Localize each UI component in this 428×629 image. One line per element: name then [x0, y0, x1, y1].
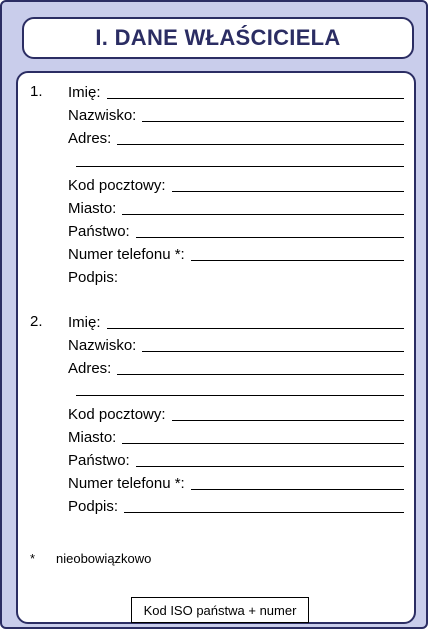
- surname-field[interactable]: [68, 102, 404, 125]
- address-field[interactable]: [68, 125, 404, 148]
- address-line[interactable]: [117, 144, 404, 145]
- first-name-label: Imię:: [68, 84, 101, 101]
- city-line[interactable]: [122, 443, 404, 444]
- footnote-marker: *: [30, 551, 36, 566]
- phone-label: Numer telefonu *:: [68, 246, 185, 263]
- address-continuation-line[interactable]: [76, 166, 404, 167]
- country-line[interactable]: [136, 237, 404, 238]
- iso-code-label: Kod ISO państwa + numer: [143, 602, 297, 618]
- postal-code-line[interactable]: [172, 191, 404, 192]
- owner-number: 2.: [30, 313, 43, 330]
- postal-code-field[interactable]: [68, 172, 404, 195]
- country-field[interactable]: [68, 447, 404, 470]
- postal-code-field[interactable]: [68, 401, 404, 424]
- first-name-field[interactable]: [68, 309, 404, 332]
- address-continuation-line[interactable]: [76, 395, 404, 396]
- iso-code-box: [131, 597, 309, 623]
- country-line[interactable]: [136, 466, 404, 467]
- surname-field[interactable]: [68, 332, 404, 355]
- footnote-text: nieobowiązkowo: [56, 551, 152, 566]
- address-line[interactable]: [117, 374, 404, 375]
- phone-field[interactable]: [68, 470, 404, 493]
- footnote: [30, 551, 151, 566]
- first-name-label: Imię:: [68, 314, 101, 331]
- phone-label: Numer telefonu *:: [68, 475, 185, 492]
- country-label: Państwo:: [68, 452, 130, 469]
- signature-line[interactable]: [124, 512, 404, 513]
- first-name-line[interactable]: [107, 98, 404, 99]
- first-name-field[interactable]: [68, 79, 404, 102]
- postal-code-line[interactable]: [172, 420, 404, 421]
- address-label: Adres:: [68, 130, 112, 147]
- surname-line[interactable]: [142, 121, 404, 122]
- country-field[interactable]: [68, 218, 404, 241]
- phone-line[interactable]: [191, 260, 404, 261]
- postal-code-label: Kod pocztowy:: [68, 406, 166, 423]
- phone-line[interactable]: [191, 489, 404, 490]
- surname-line[interactable]: [142, 351, 404, 352]
- country-label: Państwo:: [68, 223, 130, 240]
- section-title: I. DANE WŁAŚCICIELA: [95, 25, 341, 50]
- address-label: Adres:: [68, 360, 112, 377]
- signature-label: Podpis:: [68, 269, 119, 286]
- first-name-line[interactable]: [107, 328, 404, 329]
- city-label: Miasto:: [68, 429, 117, 446]
- owner-number: 1.: [30, 83, 43, 100]
- city-field[interactable]: [68, 195, 404, 218]
- surname-label: Nazwisko:: [68, 337, 137, 354]
- section-title-box: [22, 17, 414, 59]
- city-label: Miasto:: [68, 200, 117, 217]
- phone-field[interactable]: [68, 241, 404, 264]
- signature-field[interactable]: [68, 493, 404, 516]
- address-field[interactable]: [68, 355, 404, 378]
- city-field[interactable]: [68, 424, 404, 447]
- city-line[interactable]: [122, 214, 404, 215]
- postal-code-label: Kod pocztowy:: [68, 177, 166, 194]
- signature-label: Podpis:: [68, 498, 119, 515]
- signature-field: [68, 264, 404, 287]
- surname-label: Nazwisko:: [68, 107, 137, 124]
- owners-panel: [16, 71, 416, 624]
